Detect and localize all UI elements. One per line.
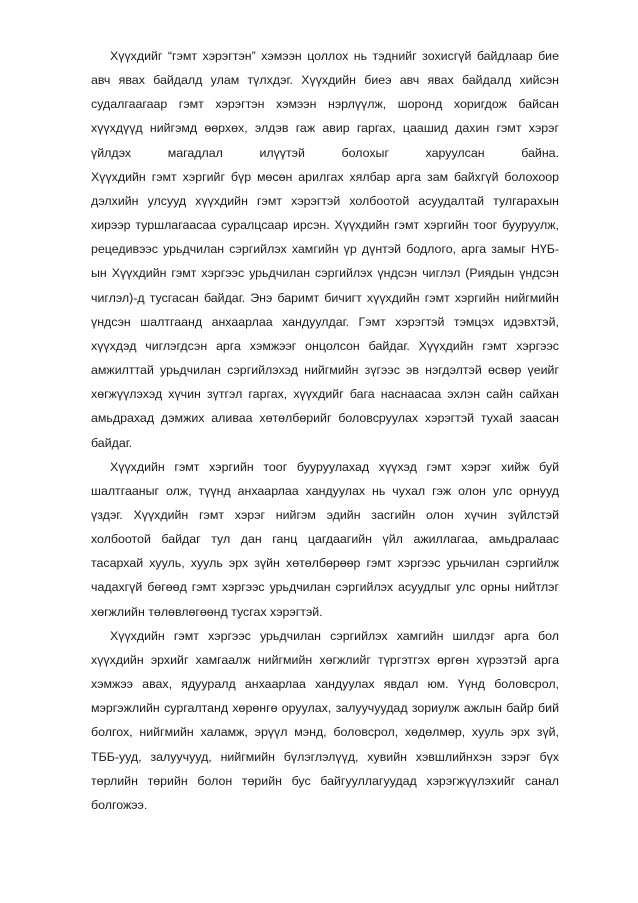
- paragraph-1: [91, 44, 559, 455]
- text-line: амьдрахад дэмжих аливаа хөтөлбөрийг боловсруулах хэрэгтэй тухай заасан: [91, 411, 559, 426]
- text-line: чиглэл)-д тусгасан байдаг. Энэ баримт бичигт хүүхдийн гэмт хэргийн нийгмийн: [91, 290, 559, 305]
- text-line: үздэг. Хүүхдийн гэмт хэрэг нийгэм эдийн засгийн олон хүчин зүйлстэй: [91, 507, 559, 522]
- text-line: Хүүхдийг “гэмт хэрэгтэн” хэмээн цоллох нь тэднийг зохисгүй байдлаар бие: [110, 49, 559, 63]
- text-line: хөгжүүлэхэд хүчин зүтгэл гаргах, хүүхдийг бага наснаасаа эхлэн сайн сайхан: [91, 387, 559, 402]
- text-line: амжилттай урьдчилан сэргийлэхэд нийгмийн зүгээс эв нэгдэлтэй өсвөр үеийг: [91, 363, 559, 378]
- text-line: Хүүхдийн гэмт хэргийн тоог бууруулахад хүүхэд гэмт хэрэг хийж буй: [110, 459, 559, 474]
- text-line: тасархай хууль, хууль эрх зүйн хөтөлбөрөөр гэмт хэргээс урьчилан сэргийлж: [91, 556, 559, 571]
- text-line: рецедивээс урьдчилан сэргийлэх хамгийн үр дүнтэй бодлого, арга замыг НҮБ-: [91, 242, 559, 257]
- text-line: чадахгүй бөгөөд гэмт хэргээс урьдчилан сэргийлэх асуудлыг улс орны нийтлэг: [91, 580, 559, 595]
- text-line: хөгжлийн төлөвлөгөөнд тусгах хэрэгтэй.: [91, 604, 323, 619]
- text-line: төрлийн төрийн болон төрийн бус байгууллагуудад хэрэгжүүлэхийг санал: [91, 773, 559, 788]
- text-line: болгох, нийгмийн халамж, эрүүл мэнд, боловсрол, хөдөлмөр, хууль эрх зүй,: [91, 725, 559, 740]
- text-line: хүүхдүүд нийгэмд өөрхөх, элдэв гаж авир гаргах, цаашид дахин гэмт хэрэг: [91, 121, 559, 136]
- text-line: үндсэн шалтгаанд анхаарлаа хандуулдаг. Гэмт хэрэгтэй тэмцэх идэвхтэй,: [91, 314, 559, 329]
- text-line: дэлхийн улсууд хүүхдийн гэмт хэрэгтэй холбоотой асуудалтай тулгарахын: [91, 193, 559, 208]
- text-line: хирээр туршлагаасаа суралцсаар ирсэн. Хүүхдийн гэмт хэргийн тоог бууруулж,: [91, 218, 559, 233]
- text-line: авч явах байдалд улам түлхдэг. Хүүхдийн биеэ авч явах байдалд хийсэн: [91, 73, 559, 88]
- text-line: Хүүхдийн гэмт хэргээс урьдчилан сэргийлэх хамгийн шилдэг арга бол: [110, 628, 559, 643]
- text-line: байдаг.: [91, 435, 133, 450]
- paragraph-2: [91, 455, 559, 624]
- text-line: ын Хүүхдийн гэмт хэргээс урьдчилан сэргийлэх үндсэн чиглэл (Риядын үндсэн: [91, 266, 559, 281]
- text-line: холбоотой байдаг тул дан ганц цагдаагийн үйл ажиллагаа, амьдралаас: [91, 532, 559, 547]
- text-line: үйлдэх магадлал илүүтэй болохыг харуулсан байна.: [91, 145, 559, 160]
- text-line: хэмжээ авах, ядууралд анхаарлаа хандуулах явдал юм. Үүнд боловсрол,: [91, 677, 559, 692]
- text-line: Хүүхдийн гэмт хэргийг бүр мөсөн арилгах хялбар арга зам байхгүй болохоор: [91, 169, 559, 184]
- text-line: шалтгааныг олж, түүнд анхаарлаа хандуулах нь чухал гэж олон улс орнууд: [91, 483, 559, 498]
- text-line: мэргэжлийн сургалтанд хөрөнгө оруулах, залуучуудад зориулж ажлын байр бий: [91, 701, 559, 716]
- document-page: [91, 44, 559, 817]
- text-line: ТББ-ууд, залуучууд, нийгмийн бүлэглэлүүд, хувийн хэвшлийнхэн зэрэг бүх: [91, 749, 559, 764]
- text-line: болгожээ.: [91, 797, 148, 812]
- text-line: хүүхдэд чиглэгдсэн арга хэмжээг онцолсон байдаг. Хүүхдийн гэмт хэргээс: [91, 338, 559, 353]
- paragraph-3: [91, 624, 559, 817]
- text-line: судалгаагаар гэмт хэрэгтэн хэмээн нэрлүүлж, шоронд хоригдож байсан: [91, 97, 559, 112]
- text-line: хүүхдийн эрхийг хамгаалж нийгмийн хөгжлийг түргэтгэх өргөн хүрээтэй арга: [91, 652, 559, 667]
